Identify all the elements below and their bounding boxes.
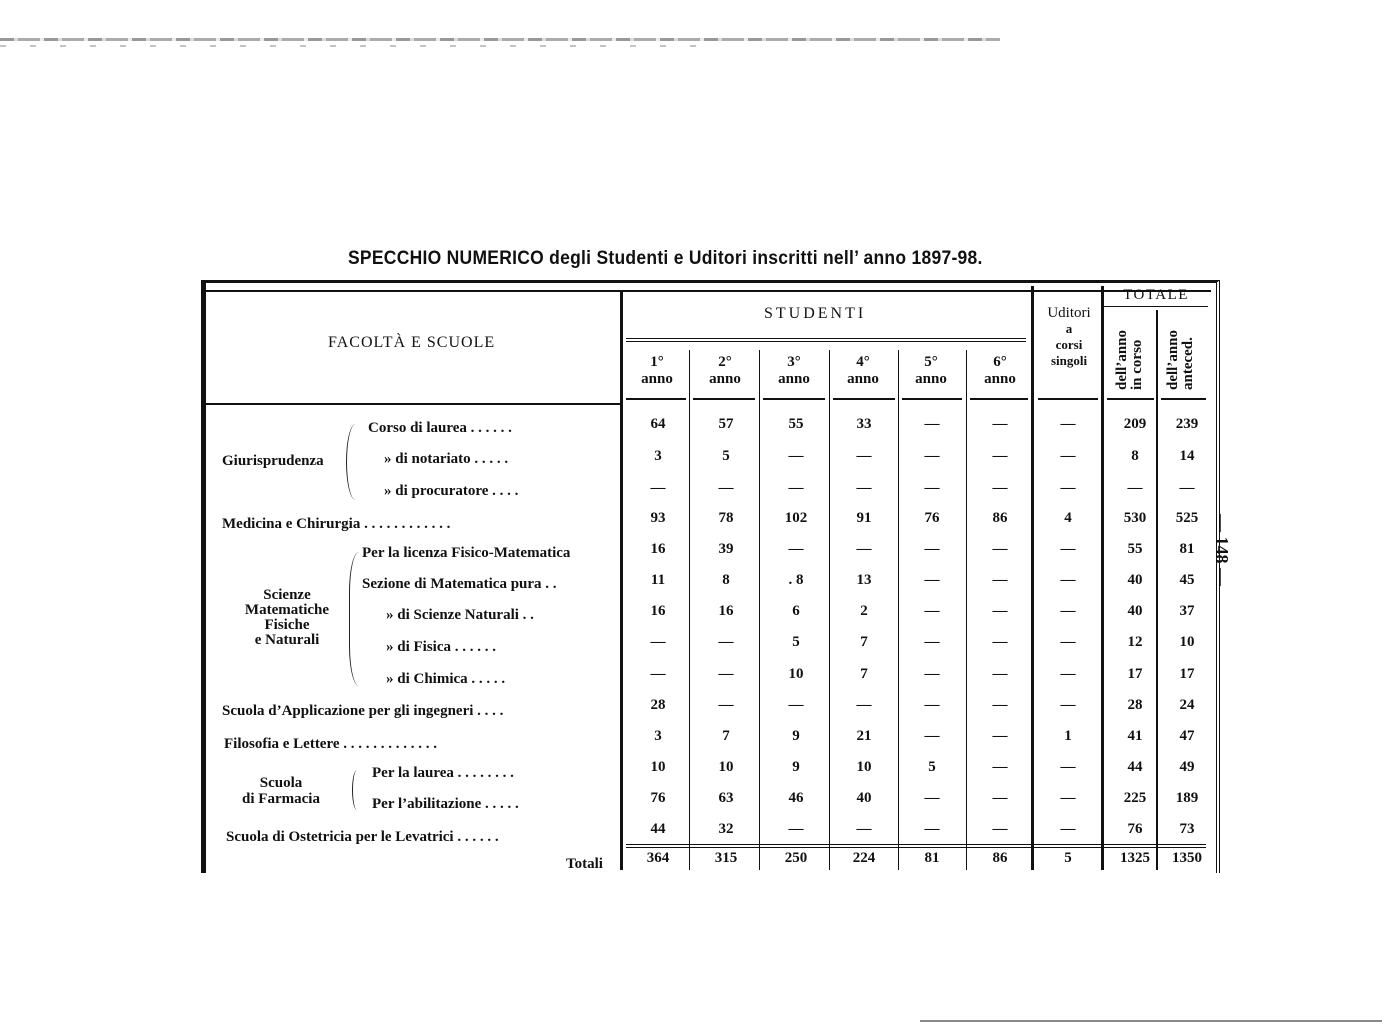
table-cell: 17 bbox=[1179, 666, 1195, 682]
table-cell: — bbox=[650, 634, 666, 650]
col-sep bbox=[829, 350, 830, 870]
table-cell: 55 bbox=[1127, 541, 1143, 557]
table-cell: — bbox=[1060, 541, 1076, 557]
table-cell: 63 bbox=[718, 790, 734, 806]
divider-labels bbox=[620, 290, 623, 870]
table-cell: — bbox=[650, 480, 666, 496]
table-cell: 10 bbox=[788, 666, 804, 682]
header-studenti: STUDENTI bbox=[764, 305, 867, 322]
totals-label: Totali bbox=[566, 856, 603, 872]
table-cell: 7 bbox=[860, 634, 868, 650]
page-title: SPECCHIO NUMERICO degli Studenti e Uditori inscritti nell’ anno 1897-98. bbox=[348, 248, 983, 269]
col-underline bbox=[833, 398, 895, 400]
row-label: » di Chimica . . . . . bbox=[386, 671, 506, 687]
header-year-3: 3° anno bbox=[778, 354, 810, 387]
header-year-4: 4° anno bbox=[847, 354, 879, 387]
table-cell: — bbox=[788, 541, 804, 557]
table-cell: — bbox=[1060, 634, 1076, 650]
scan-artifact-bottom bbox=[920, 1020, 1382, 1022]
brace-scienze bbox=[349, 552, 360, 686]
header-tot-corso: dell’anno in corso bbox=[1114, 329, 1145, 390]
table-cell: — bbox=[992, 603, 1008, 619]
col-underline bbox=[626, 398, 686, 400]
table-cell: 17 bbox=[1127, 666, 1143, 682]
table-cell: 3 bbox=[654, 448, 662, 464]
table-cell: 5 bbox=[928, 759, 936, 775]
totals-cell: 81 bbox=[924, 850, 940, 866]
table-cell: 209 bbox=[1123, 416, 1147, 432]
table-cell: — bbox=[924, 572, 940, 588]
row-label: Per la licenza Fisico-Matematica bbox=[362, 545, 571, 561]
table-cell: 32 bbox=[718, 821, 734, 837]
table-cell: — bbox=[924, 448, 940, 464]
table-cell: 76 bbox=[924, 510, 940, 526]
table-cell: 525 bbox=[1175, 510, 1199, 526]
totals-cell: 224 bbox=[852, 850, 876, 866]
table-cell: — bbox=[856, 821, 872, 837]
table-cell: 39 bbox=[718, 541, 734, 557]
table-cell: — bbox=[1060, 480, 1076, 496]
header-tot-anteced: dell’anno anteced. bbox=[1165, 329, 1196, 390]
table-cell: 530 bbox=[1123, 510, 1147, 526]
table-cell: — bbox=[1060, 448, 1076, 464]
table-cell: — bbox=[718, 480, 734, 496]
table-cell: 7 bbox=[722, 728, 730, 744]
table-cell: — bbox=[992, 666, 1008, 682]
totale-rule bbox=[1104, 306, 1208, 307]
header-year-5: 5° anno bbox=[915, 354, 947, 387]
table-cell: — bbox=[788, 697, 804, 713]
table-cell: — bbox=[1060, 572, 1076, 588]
table-cell: — bbox=[856, 541, 872, 557]
table-cell: — bbox=[1060, 697, 1076, 713]
row-label: Scuola d’Applicazione per gli ingegneri . . . . bbox=[222, 703, 504, 719]
col-underline bbox=[693, 398, 755, 400]
table-cell: 5 bbox=[722, 448, 730, 464]
header-uditori: Uditori a corsi singoli bbox=[1047, 305, 1091, 368]
row-label: Sezione di Matematica pura . . bbox=[362, 576, 557, 592]
table-cell: 5 bbox=[792, 634, 800, 650]
table-cell: 57 bbox=[718, 416, 734, 432]
table-cell: — bbox=[1060, 603, 1076, 619]
table-cell: — bbox=[992, 572, 1008, 588]
col-underline bbox=[1038, 398, 1098, 400]
table-cell: 11 bbox=[650, 572, 666, 588]
table-cell: — bbox=[718, 697, 734, 713]
table-cell: 28 bbox=[1127, 697, 1143, 713]
totals-cell: 1350 bbox=[1172, 850, 1202, 866]
table-cell: 10 bbox=[856, 759, 872, 775]
table-cell: — bbox=[924, 790, 940, 806]
table-cell: 239 bbox=[1175, 416, 1199, 432]
table-cell: — bbox=[924, 666, 940, 682]
table-cell: — bbox=[1060, 666, 1076, 682]
table-cell: 16 bbox=[718, 603, 734, 619]
table-cell: 46 bbox=[788, 790, 804, 806]
table-cell: 3 bbox=[654, 728, 662, 744]
table-cell: 16 bbox=[650, 541, 666, 557]
table-cell: — bbox=[924, 728, 940, 744]
table-cell: — bbox=[924, 697, 940, 713]
col-sep bbox=[966, 350, 967, 870]
table-cell: — bbox=[1179, 480, 1195, 496]
table-cell: 93 bbox=[650, 510, 666, 526]
divider-totale bbox=[1101, 286, 1104, 870]
table-cell: 189 bbox=[1175, 790, 1199, 806]
table-cell: — bbox=[788, 480, 804, 496]
table-cell: — bbox=[1060, 821, 1076, 837]
table-cell: 10 bbox=[1179, 634, 1195, 650]
table-cell: — bbox=[924, 603, 940, 619]
table-cell: 9 bbox=[792, 759, 800, 775]
table-cell: 47 bbox=[1179, 728, 1195, 744]
table-cell: 40 bbox=[1127, 572, 1143, 588]
row-label: » di procuratore . . . . bbox=[384, 483, 519, 499]
totals-cell: 1325 bbox=[1120, 850, 1150, 866]
row-label: Per la laurea . . . . . . . . bbox=[372, 765, 514, 781]
table-cell: — bbox=[992, 697, 1008, 713]
group-farmacia: Scuola di Farmacia bbox=[242, 775, 320, 807]
table-cell: 37 bbox=[1179, 603, 1195, 619]
header-facolta: FACOLTÀ E SCUOLE bbox=[328, 334, 496, 351]
scan-artifact-top-2 bbox=[0, 45, 700, 47]
table-cell: — bbox=[924, 541, 940, 557]
table-cell: 81 bbox=[1179, 541, 1195, 557]
table-cell: — bbox=[924, 634, 940, 650]
table-cell: 76 bbox=[650, 790, 666, 806]
table-cell: — bbox=[992, 480, 1008, 496]
table-cell: — bbox=[1060, 759, 1076, 775]
table-cell: — bbox=[924, 821, 940, 837]
table-cell: 40 bbox=[1127, 603, 1143, 619]
header-year-2: 2° anno bbox=[709, 354, 741, 387]
table-cell: — bbox=[718, 666, 734, 682]
table-cell: 76 bbox=[1127, 821, 1143, 837]
table-cell: 102 bbox=[784, 510, 808, 526]
table-cell: 78 bbox=[718, 510, 734, 526]
totals-cell: 5 bbox=[1064, 850, 1072, 866]
brace-farmacia bbox=[352, 770, 361, 810]
totals-cell: 364 bbox=[646, 850, 670, 866]
row-label: » di Scienze Naturali . . bbox=[386, 607, 534, 623]
header-totale: TOTALE bbox=[1123, 287, 1189, 303]
table-cell: 2 bbox=[860, 603, 868, 619]
row-label: Per l’abilitazione . . . . . bbox=[372, 796, 519, 812]
divider-uditori bbox=[1031, 286, 1034, 870]
table-cell: — bbox=[992, 728, 1008, 744]
table-cell: — bbox=[1060, 416, 1076, 432]
table-cell: — bbox=[1127, 480, 1143, 496]
table-cell: 10 bbox=[718, 759, 734, 775]
studenti-rule bbox=[626, 338, 1026, 342]
table-cell: 44 bbox=[650, 821, 666, 837]
divider-totale-inner bbox=[1156, 310, 1158, 870]
col-underline bbox=[970, 398, 1028, 400]
table-cell: 28 bbox=[650, 697, 666, 713]
table-cell: . 8 bbox=[788, 572, 804, 588]
totals-cell: 315 bbox=[714, 850, 738, 866]
table-cell: 16 bbox=[650, 603, 666, 619]
table-cell: — bbox=[992, 634, 1008, 650]
col-sep bbox=[898, 350, 899, 870]
totals-rule bbox=[626, 844, 1206, 848]
table-cell: — bbox=[992, 416, 1008, 432]
table-cell: 33 bbox=[856, 416, 872, 432]
table-cell: 49 bbox=[1179, 759, 1195, 775]
table-cell: — bbox=[856, 448, 872, 464]
table-cell: 73 bbox=[1179, 821, 1195, 837]
table-cell: — bbox=[992, 759, 1008, 775]
col-underline bbox=[1161, 398, 1206, 400]
header-bottom-rule bbox=[206, 403, 622, 405]
scan-artifact-top bbox=[0, 38, 1000, 41]
table-cell: 45 bbox=[1179, 572, 1195, 588]
table-cell: — bbox=[1060, 790, 1076, 806]
col-underline bbox=[1107, 398, 1154, 400]
row-label: » di notariato . . . . . bbox=[384, 451, 509, 467]
table-cell: 14 bbox=[1179, 448, 1195, 464]
row-label: Medicina e Chirurgia . . . . . . . . . . . . bbox=[222, 516, 451, 532]
page-number: — 148 — bbox=[1212, 514, 1232, 586]
table-cell: — bbox=[650, 666, 666, 682]
table-cell: 91 bbox=[856, 510, 872, 526]
table-cell: 12 bbox=[1127, 634, 1143, 650]
table-cell: 225 bbox=[1123, 790, 1147, 806]
row-label: Scuola di Ostetricia per le Levatrici . . . . . . bbox=[226, 829, 499, 845]
table-cell: 9 bbox=[792, 728, 800, 744]
col-sep bbox=[759, 350, 760, 870]
table-cell: — bbox=[856, 697, 872, 713]
table-cell: — bbox=[718, 634, 734, 650]
table-cell: 8 bbox=[722, 572, 730, 588]
table-cell: — bbox=[856, 480, 872, 496]
col-sep bbox=[689, 350, 690, 870]
table-cell: — bbox=[788, 448, 804, 464]
table-cell: — bbox=[788, 821, 804, 837]
table-cell: 10 bbox=[650, 759, 666, 775]
table-cell: 6 bbox=[792, 603, 800, 619]
table-cell: 44 bbox=[1127, 759, 1143, 775]
header-top-rule bbox=[201, 290, 1211, 292]
table-cell: 86 bbox=[992, 510, 1008, 526]
table-cell: — bbox=[992, 541, 1008, 557]
table-cell: 40 bbox=[856, 790, 872, 806]
table-cell: 24 bbox=[1179, 697, 1195, 713]
row-label: » di Fisica . . . . . . bbox=[386, 639, 497, 655]
group-giurisprudenza: Giurisprudenza bbox=[222, 453, 324, 469]
row-label: Corso di laurea . . . . . . bbox=[368, 420, 512, 436]
header-year-1: 1° anno bbox=[641, 354, 673, 387]
table-cell: — bbox=[992, 790, 1008, 806]
table-cell: 64 bbox=[650, 416, 666, 432]
table-cell: 7 bbox=[860, 666, 868, 682]
table-cell: — bbox=[924, 416, 940, 432]
totals-cell: 250 bbox=[784, 850, 808, 866]
table-cell: — bbox=[924, 480, 940, 496]
table-cell: — bbox=[992, 448, 1008, 464]
col-underline bbox=[763, 398, 825, 400]
table-cell: 8 bbox=[1131, 448, 1139, 464]
header-year-6: 6° anno bbox=[984, 354, 1016, 387]
table-cell: 4 bbox=[1064, 510, 1072, 526]
totals-cell: 86 bbox=[992, 850, 1008, 866]
table-cell: 1 bbox=[1064, 728, 1072, 744]
group-scienze: Scienze Matematiche Fisiche e Naturali bbox=[244, 587, 330, 648]
table-cell: 55 bbox=[788, 416, 804, 432]
row-label: Filosofia e Lettere . . . . . . . . . . . . . bbox=[224, 736, 438, 752]
table-cell: 13 bbox=[856, 572, 872, 588]
table-cell: 41 bbox=[1127, 728, 1143, 744]
col-underline bbox=[902, 398, 962, 400]
table-cell: 21 bbox=[856, 728, 872, 744]
table-cell: — bbox=[992, 821, 1008, 837]
